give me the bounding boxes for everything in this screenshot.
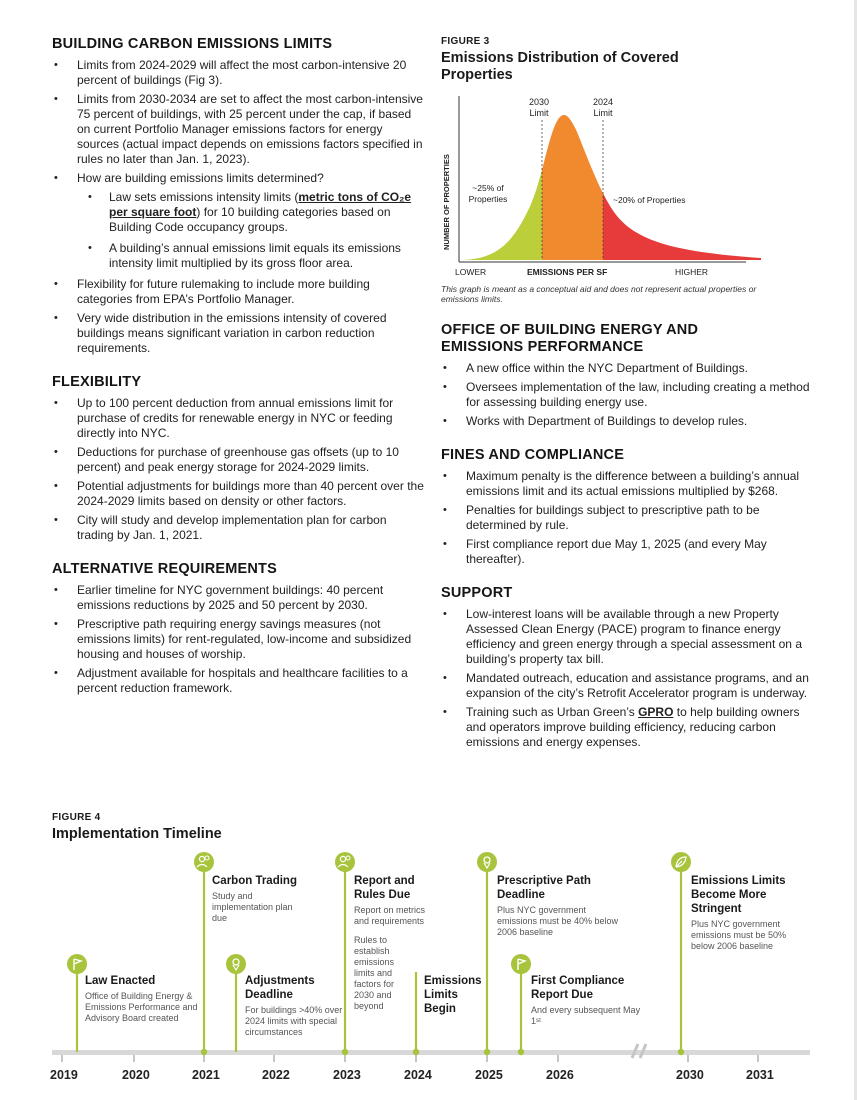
prescriptive-pin-icon	[477, 852, 497, 872]
figure-3-note: This graph is meant as a conceptual aid and does not represent actual properties or emissions limits.	[441, 284, 757, 304]
event-title: Emissions Limits Begin	[424, 975, 482, 1015]
limit-2030-label: 2030	[528, 97, 550, 107]
alternative-heading: ALTERNATIVE REQUIREMENTS	[52, 561, 277, 577]
x-higher-label: HIGHER	[675, 267, 709, 277]
event-prescriptive-deadline	[497, 874, 619, 938]
event-desc: Office of Building Energy & Emissions Performance and Advisory Board created	[85, 991, 198, 1023]
carbon-people-icon	[194, 852, 214, 872]
year-label: 2019	[50, 1068, 78, 1082]
limit-2024-sublabel: Limit	[593, 108, 613, 118]
x-axis-label: EMISSIONS PER SF	[527, 267, 608, 277]
gpro-link[interactable]: GPRO	[638, 705, 674, 719]
support-heading: SUPPORT	[441, 585, 513, 601]
fines-section	[441, 447, 813, 567]
figure-4-label: FIGURE 4	[52, 812, 101, 823]
figure-4-title: Implementation Timeline	[52, 826, 222, 842]
limit-2024-label: 2024	[592, 97, 614, 107]
year-label: 2022	[262, 1068, 290, 1082]
bullet: • Potential adjustments for buildings more than 40 percent over the 2024-2029 limits based on density or other factors.	[52, 479, 424, 509]
upper-region	[603, 96, 761, 266]
fines-heading: FINES AND COMPLIANCE	[441, 447, 625, 463]
bullet-text: Training such as Urban Green’s	[466, 705, 639, 719]
event-desc: Report on metrics and requirements	[354, 905, 426, 926]
event-desc: Study and implementation plan due	[212, 891, 293, 923]
bullet: • City will study and develop implementation plan for carbon trading by Jan. 1, 2021.	[52, 513, 424, 543]
left-annotation-b: Properties	[468, 194, 508, 204]
office-heading: OFFICE OF BUILDING ENERGY AND EMISSIONS PERFORMANCE	[441, 322, 699, 355]
figure-3-title: Emissions Distribution of Covered Properties	[441, 50, 679, 83]
bullet: • Low-interest loans will be available through a new Property Assessed Clean Energy (PACE) program to finance energy efficiency and green energy through a special assessment on a building’s property tax bill.	[441, 607, 813, 667]
left-annotation: ~25% of	[472, 183, 504, 193]
figure-3-label: FIGURE 3	[441, 36, 490, 47]
event-adjustments-deadline	[245, 974, 343, 1038]
metric-tons-link[interactable]: metric tons of CO₂e per square foot	[109, 190, 412, 219]
x-lower-label: LOWER	[455, 267, 487, 277]
support-section	[441, 585, 813, 750]
bullet-text: How are building emissions limits determined?	[77, 171, 324, 185]
carbon-limits-section	[52, 36, 424, 356]
lower-region	[441, 96, 542, 266]
bullet	[441, 705, 813, 750]
stringent-leaf-icon	[671, 852, 691, 872]
right-annotation: ~20% of Properties	[613, 195, 686, 205]
bullet-text: to help building owners and operators improve building efficiency, reducing carbon emissions and energy expenses.	[466, 705, 800, 749]
bullet	[52, 171, 424, 271]
sub-bullet	[77, 190, 424, 235]
event-title: Law Enacted	[85, 975, 156, 987]
distribution-chart	[441, 36, 761, 286]
bullet: • Works with Department of Buildings to develop rules.	[441, 414, 813, 429]
event-title: Report and Rules Due	[354, 875, 415, 901]
event-limits-begin	[424, 974, 486, 1016]
law-flag-icon	[67, 954, 87, 974]
carbon-limits-heading: BUILDING CARBON EMISSIONS LIMITS	[52, 36, 333, 52]
bullet: • Prescriptive path requiring energy savings measures (not emissions limits) for rent-regulated, low-income and subsidized housing and houses of worship.	[52, 617, 424, 662]
office-section	[441, 322, 813, 429]
event-desc: Plus NYC government emissions must be 40% below 2006 baseline	[497, 905, 619, 937]
bullet: • Maximum penalty is the difference between a building’s annual emissions limit and its actual emissions multiplied by $268.	[441, 469, 813, 499]
event-more-stringent	[691, 874, 809, 952]
bullet: • Limits from 2030-2034 are set to affect the most carbon-intensive 75 percent of buildings, with 25 percent under the cap, if based on current Portfolio Manager emissions factors for energy sources (actual impact depends on emissions factors specified in rules no later than Jan. 1, 2023).	[52, 92, 424, 167]
year-label: 2024	[404, 1068, 432, 1082]
middle-region	[542, 96, 603, 266]
bullet: • Earlier timeline for NYC government buildings: 40 percent emissions reductions by 2025 and 50 percent by 2030.	[52, 583, 424, 613]
report-people-icon	[335, 852, 355, 872]
year-label: 2021	[192, 1068, 220, 1082]
flexibility-section	[52, 374, 424, 543]
left-column	[52, 36, 424, 700]
event-title: Carbon Trading	[212, 875, 297, 887]
bullet: • Adjustment available for hospitals and healthcare facilities to a percent reduction framework.	[52, 666, 424, 696]
figure-4	[52, 812, 812, 1092]
bullet: • Very wide distribution in the emissions intensity of covered buildings means significant variation in carbon reduction requirements.	[52, 311, 424, 356]
bullet: • Limits from 2024-2029 will affect the most carbon-intensive 20 percent of buildings (Fig 3).	[52, 58, 424, 88]
year-label: 2031	[746, 1068, 774, 1082]
year-label: 2023	[333, 1068, 361, 1082]
event-title: Emissions Limits Become More Stringent	[691, 875, 786, 915]
year-label: 2030	[676, 1068, 704, 1082]
adjust-pin-icon	[226, 954, 246, 974]
limit-2030-sublabel: Limit	[529, 108, 549, 118]
bullet: • A new office within the NYC Department of Buildings.	[441, 361, 813, 376]
timeline-axis	[52, 1050, 810, 1055]
event-carbon-trading	[212, 874, 302, 924]
bullet: • Up to 100 percent deduction from annual emissions limit for purchase of credits for renewable energy in NYC or feeding directly into NYC.	[52, 396, 424, 441]
event-desc: Plus NYC government emissions must be 50% below 2006 baseline	[691, 919, 787, 951]
bullet: • First compliance report due May 1, 2025 (and every May thereafter).	[441, 537, 813, 567]
sub-bullet-text: ) for 10 building categories based on Building Code occupancy groups.	[109, 205, 391, 234]
flexibility-heading: FLEXIBILITY	[52, 374, 142, 390]
bullet: • Mandated outreach, education and assistance programs, and an expansion of the city’s Retrofit Accelerator program is underway.	[441, 671, 813, 701]
event-law-enacted	[85, 974, 203, 1024]
bullet: • Deductions for purchase of greenhouse gas offsets (up to 10 percent) and peak energy storage for 2024-2029 limits.	[52, 445, 424, 475]
figure-3	[441, 36, 761, 306]
bullet: • Oversees implementation of the law, including creating a method for assessing building energy use.	[441, 380, 813, 410]
event-first-compliance	[531, 974, 646, 1027]
event-desc: For buildings >40% over 2024 limits with special circumstances	[245, 1005, 343, 1037]
event-title: Adjustments Deadline	[245, 975, 315, 1001]
alternative-section	[52, 561, 424, 696]
right-column	[441, 322, 813, 754]
event-desc-2: Rules to establish emissions limits and factors for 2030 and beyond	[354, 935, 395, 1011]
sub-bullet: • A building’s annual emissions limit equals its emissions intensity limit multiplied by its gross floor area.	[77, 241, 424, 271]
year-label: 2026	[546, 1068, 574, 1082]
y-axis-label: NUMBER OF PROPERTIES	[442, 154, 451, 250]
event-report-rules	[354, 874, 428, 1012]
event-title: Prescriptive Path Deadline	[497, 875, 591, 901]
bullet: • Penalties for buildings subject to prescriptive path to be determined by rule.	[441, 503, 813, 533]
sub-bullet-text: Law sets emissions intensity limits (	[109, 190, 299, 204]
event-desc: And every subsequent May 1ˢᵗ	[531, 1005, 641, 1026]
event-title: First Compliance Report Due	[531, 975, 625, 1001]
year-label: 2025	[475, 1068, 503, 1082]
bullet: • Flexibility for future rulemaking to include more building categories from EPA’s Portfolio Manager.	[52, 277, 424, 307]
first-flag-icon	[511, 954, 531, 974]
year-label: 2020	[122, 1068, 150, 1082]
